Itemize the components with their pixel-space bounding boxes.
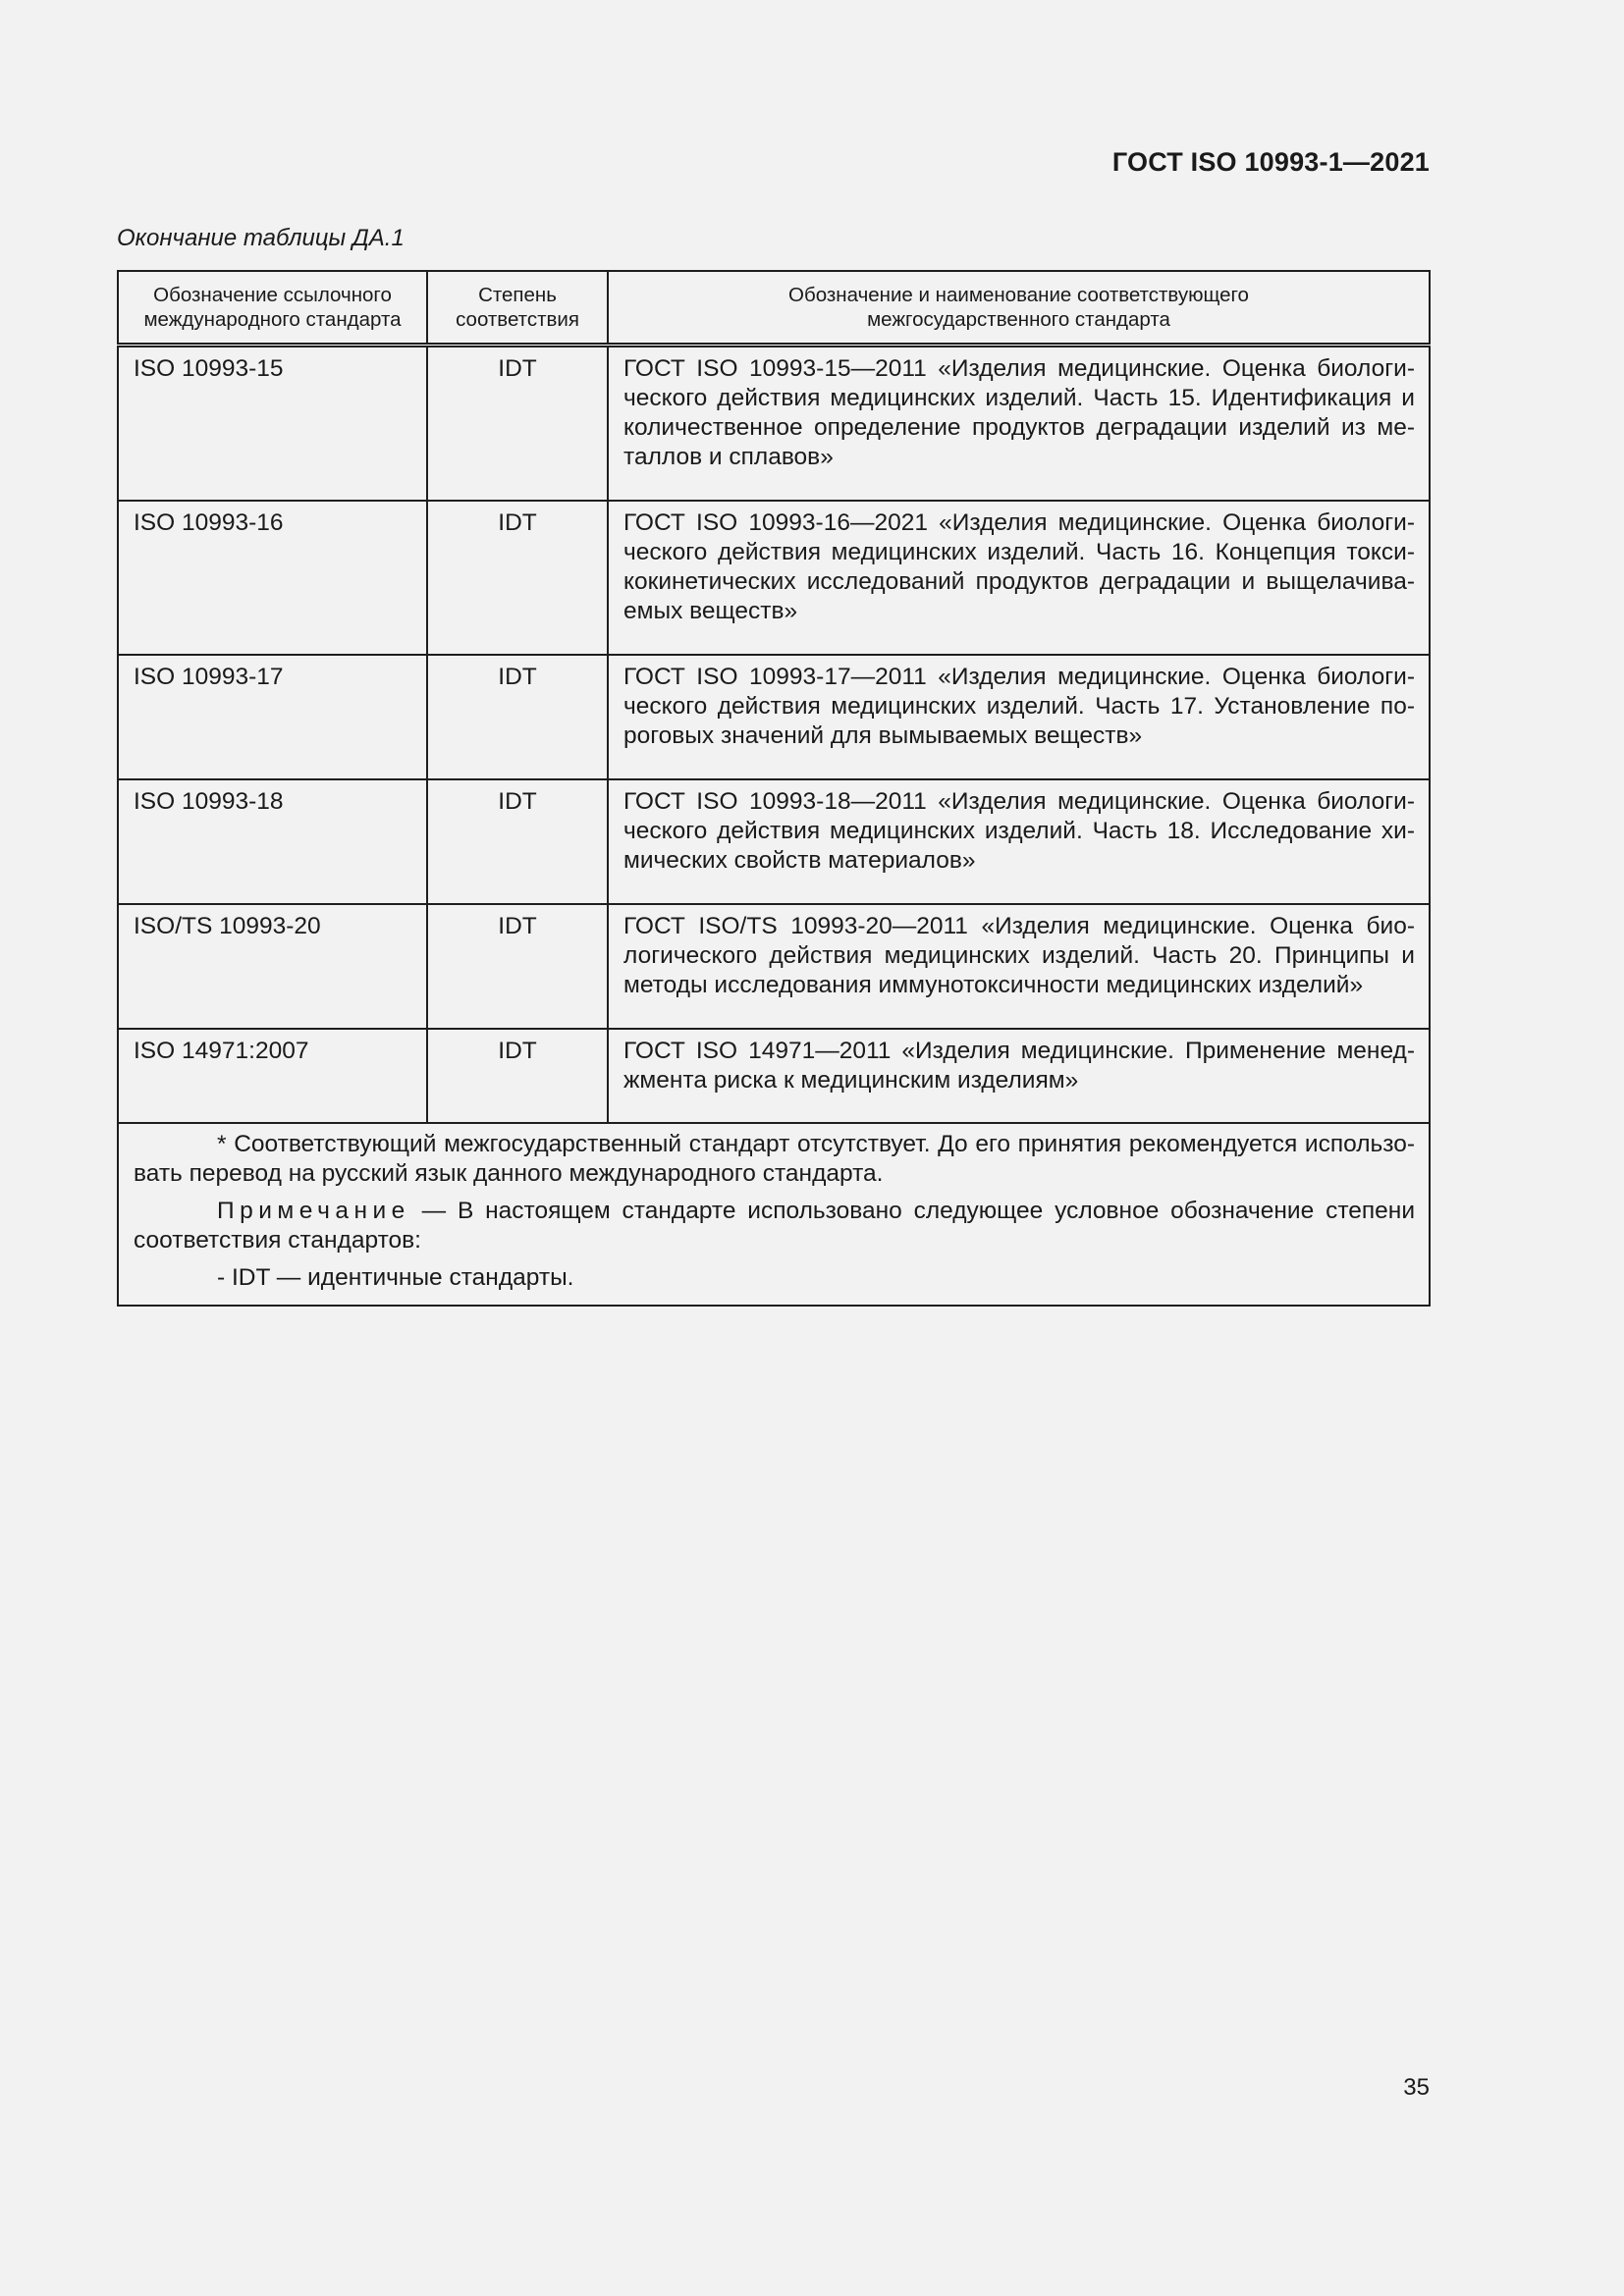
reference-standard-cell: ISO 10993-15 (118, 346, 427, 502)
table-header-row (118, 271, 1430, 346)
table-row (118, 904, 1430, 1029)
degree-cell: IDT (427, 1029, 608, 1123)
table-row (118, 779, 1430, 904)
reference-standard-cell: ISO 10993-16 (118, 501, 427, 655)
interstate-standard-cell: ГОСТ ISO 10993-15—2011 «Изделия медицинские. Оценка биологи- ческого действия медицинских изделий. Часть 15. Идентификация и количественное определение продуктов деградации изделий из ме- таллов и сплавов» (608, 346, 1430, 502)
page-number: 35 (1403, 2074, 1430, 2101)
interstate-standard-cell: ГОСТ ISO 10993-18—2011 «Изделия медицинские. Оценка биологи- ческого действия медицинских изделий. Часть 18. Исследование хи- мических свойств материалов» (608, 779, 1430, 904)
table-notes (118, 1123, 1430, 1306)
interstate-standard-cell: ГОСТ ISO 10993-17—2011 «Изделия медицинские. Оценка биологи- ческого действия медицинских изделий. Часть 17. Установление по- роговых значений для вымываемых веществ» (608, 655, 1430, 779)
table-row (118, 1029, 1430, 1123)
column-header-degree: Степень соответствия (427, 271, 608, 346)
reference-standard-cell: ISO 14971:2007 (118, 1029, 427, 1123)
degree-cell: IDT (427, 501, 608, 655)
reference-standard-cell: ISO 10993-18 (118, 779, 427, 904)
table-row (118, 346, 1430, 502)
table-row (118, 655, 1430, 779)
reference-standard-cell: ISO 10993-17 (118, 655, 427, 779)
interstate-standard-cell: ГОСТ ISO/TS 10993-20—2011 «Изделия медицинские. Оценка био- логического действия медицинских изделий. Часть 20. Принципы и методы исследования иммунотоксичности медицинских изделий» (608, 904, 1430, 1029)
column-header-reference: Обозначение ссылочного международного стандарта (118, 271, 427, 346)
note-bullet: - IDT — идентичные стандарты. (217, 1264, 574, 1291)
table-note: Примечание — В настоящем стандарте использовано следующее условное обозначение степени соответствия стандартов: (134, 1198, 1415, 1254)
table-notes-row (118, 1123, 1430, 1306)
standards-table (117, 270, 1431, 1307)
degree-cell: IDT (427, 904, 608, 1029)
interstate-standard-cell: ГОСТ ISO 10993-16—2021 «Изделия медицинские. Оценка биологи- ческого действия медицинских изделий. Часть 16. Концепция токси- кокинетических исследований продуктов деградации и выщелачива- емых веществ» (608, 501, 1430, 655)
degree-cell: IDT (427, 779, 608, 904)
reference-standard-cell: ISO/TS 10993-20 (118, 904, 427, 1029)
document-header: ГОСТ ISO 10993-1—2021 (1111, 147, 1430, 177)
degree-cell: IDT (427, 346, 608, 502)
interstate-standard-cell: ГОСТ ISO 14971—2011 «Изделия медицинские. Применение менед- жмента риска к медицинским изделиям» (608, 1029, 1430, 1123)
table-row (118, 501, 1430, 655)
column-header-interstate-standard: Обозначение и наименование соответствующего межгосударственного стандарта (608, 271, 1430, 346)
degree-cell: IDT (427, 655, 608, 779)
note-label: Примечание (217, 1198, 410, 1224)
footnote: * Соответствующий межгосударственный стандарт отсутствует. До его принятия рекомендуется использо- вать перевод на русский язык данного международного стандарта. (134, 1131, 1415, 1187)
table-caption: Окончание таблицы ДА.1 (117, 225, 405, 251)
